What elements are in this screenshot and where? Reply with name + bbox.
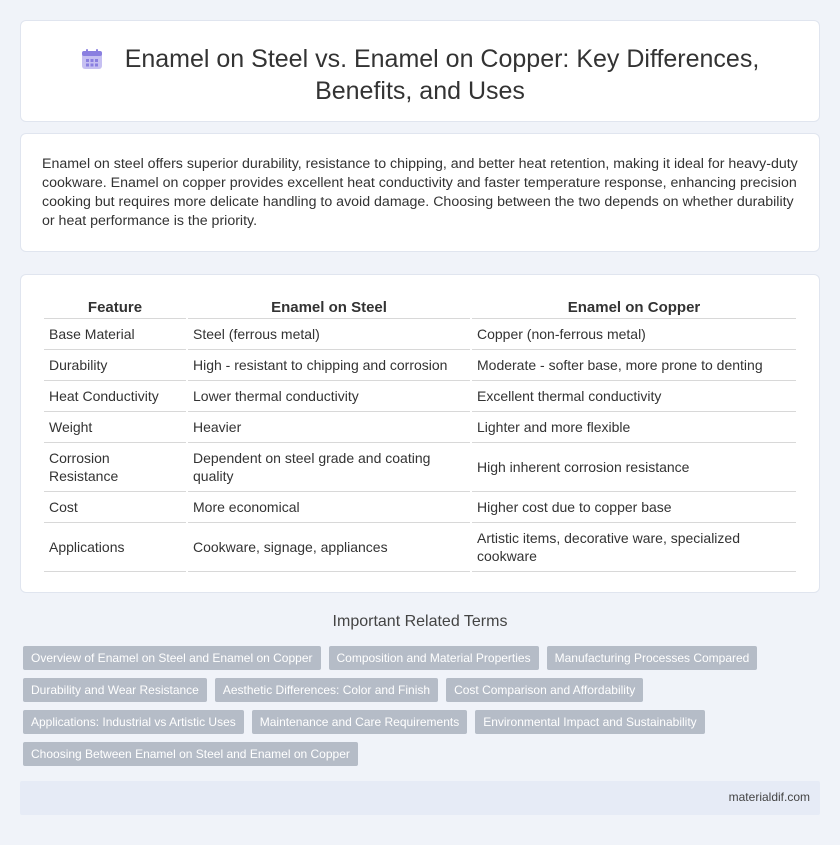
- row-copper-value: Copper (non-ferrous metal): [472, 319, 796, 350]
- related-terms-title: Important Related Terms: [332, 613, 508, 630]
- table-row: [44, 523, 796, 572]
- related-term-link[interactable]: Manufacturing Processes Compared: [547, 646, 758, 670]
- row-steel-value: Heavier: [188, 412, 470, 443]
- footer: [20, 781, 820, 815]
- related-term-link[interactable]: Cost Comparison and Affordability: [446, 678, 643, 702]
- table-row: [44, 319, 796, 350]
- related-term-link[interactable]: Durability and Wear Resistance: [23, 678, 207, 702]
- row-copper-value: Moderate - softer base, more prone to denting: [472, 350, 796, 381]
- row-steel-value: Lower thermal conductivity: [188, 381, 470, 412]
- row-feature: Durability: [44, 350, 186, 381]
- row-feature: Weight: [44, 412, 186, 443]
- related-term-link[interactable]: Overview of Enamel on Steel and Enamel on Copper: [23, 646, 321, 670]
- row-feature: Corrosion Resistance: [44, 443, 186, 492]
- related-term-link[interactable]: Composition and Material Properties: [329, 646, 539, 670]
- table-row: [44, 350, 796, 381]
- row-feature: Applications: [44, 523, 186, 572]
- row-feature: Cost: [44, 492, 186, 523]
- summary-text: Enamel on steel offers superior durability, resistance to chipping, and better heat retention, making it ideal for heavy-duty cookware. Enamel on copper provides excellent heat conductivity and faster temperature response, enhancing precision cooking but requires more delicate handling to avoid damage. Choosing between the two depends on whether durability or heat performance is the priority.: [42, 156, 798, 229]
- related-term-link[interactable]: Choosing Between Enamel on Steel and Enamel on Copper: [23, 742, 358, 766]
- header-enamel-on-copper: Enamel on Copper: [472, 295, 796, 319]
- row-steel-value: Steel (ferrous metal): [188, 319, 470, 350]
- comparison-table: [42, 295, 798, 572]
- row-feature: Base Material: [44, 319, 186, 350]
- row-steel-value: Cookware, signage, appliances: [188, 523, 470, 572]
- related-term-link[interactable]: Aesthetic Differences: Color and Finish: [215, 678, 438, 702]
- header-enamel-on-steel: Enamel on Steel: [188, 295, 470, 319]
- table-row: [44, 412, 796, 443]
- header-card: [20, 20, 820, 122]
- comparison-card: [20, 274, 820, 593]
- table-header-row: [44, 295, 796, 319]
- row-copper-value: Excellent thermal conductivity: [472, 381, 796, 412]
- row-feature: Heat Conductivity: [44, 381, 186, 412]
- row-copper-value: Artistic items, decorative ware, specialized cookware: [472, 523, 796, 572]
- row-copper-value: High inherent corrosion resistance: [472, 443, 796, 492]
- summary-card: [20, 133, 820, 252]
- row-steel-value: More economical: [188, 492, 470, 523]
- footer-site-name: materialdif.com: [728, 790, 810, 804]
- calendar-icon: [81, 48, 103, 70]
- page-title: [51, 43, 789, 107]
- row-steel-value: Dependent on steel grade and coating quality: [188, 443, 470, 492]
- header-feature: Feature: [44, 295, 186, 319]
- related-terms-list: [23, 646, 803, 766]
- table-row: [44, 381, 796, 412]
- row-copper-value: Higher cost due to copper base: [472, 492, 796, 523]
- row-steel-value: High - resistant to chipping and corrosion: [188, 350, 470, 381]
- related-term-link[interactable]: Environmental Impact and Sustainability: [475, 710, 704, 734]
- related-term-link[interactable]: Applications: Industrial vs Artistic Uses: [23, 710, 244, 734]
- table-row: [44, 492, 796, 523]
- row-copper-value: Lighter and more flexible: [472, 412, 796, 443]
- page-title-text: Enamel on Steel vs. Enamel on Copper: Key Differences, Benefits, and Uses: [124, 45, 760, 105]
- table-row: [44, 443, 796, 492]
- related-term-link[interactable]: Maintenance and Care Requirements: [252, 710, 467, 734]
